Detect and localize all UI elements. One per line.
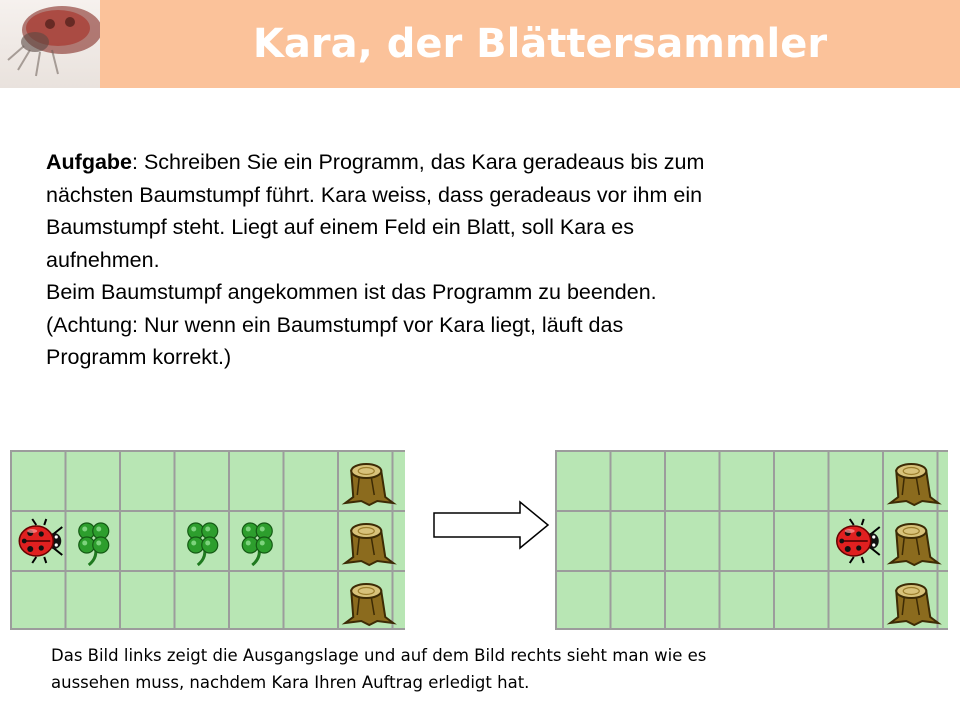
task-description — [46, 146, 876, 374]
ladybug-logo — [0, 0, 100, 88]
task-line-7: Programm korrekt.) — [46, 345, 232, 369]
task-line-2: nächsten Baumstumpf führt. Kara weiss, dass geradeaus vor ihm ein — [46, 182, 703, 207]
task-line-1-text: : Schreiben Sie ein Programm, das Kara geradeaus bis zum — [132, 150, 705, 174]
caption — [51, 642, 921, 696]
task-line-5: Beim Baumstumpf angekommen ist das Programm zu beenden. — [46, 280, 657, 304]
task-label: Aufgabe — [46, 150, 132, 174]
world-after-svg — [555, 450, 948, 630]
task-line-3: Baumstumpf steht. Liegt auf einem Feld ein Blatt, soll Kara es — [46, 215, 634, 239]
world-after-background — [555, 450, 948, 630]
caption-line-1: Das Bild links zeigt die Ausgangslage und auf dem Bild rechts sieht man wie es — [51, 646, 707, 665]
world-before-svg — [10, 450, 405, 630]
task-line-4: aufnehmen. — [46, 247, 160, 272]
caption-line-2: aussehen muss, nachdem Kara Ihren Auftrag erledigt hat. — [51, 673, 530, 692]
ladybug-photo-icon — [0, 0, 100, 88]
world-before-grid — [10, 450, 405, 630]
task-line-1 — [46, 146, 876, 179]
world-after-grid — [555, 450, 948, 630]
page-title: Kara, der Blättersammler — [252, 21, 828, 67]
right-arrow-icon — [432, 500, 552, 550]
task-line-6: (Achtung: Nur wenn ein Baumstumpf vor Kara liegt, läuft das — [46, 312, 624, 337]
